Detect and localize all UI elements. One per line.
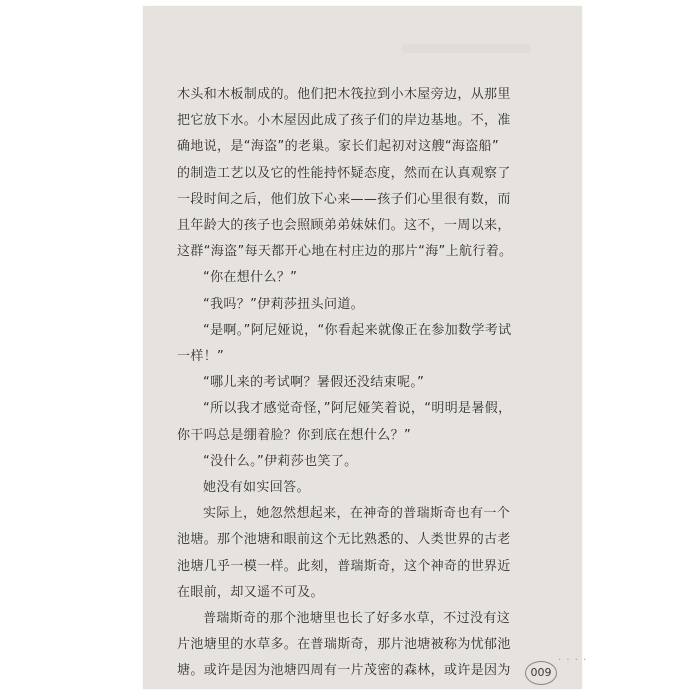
text-line: “哪儿来的考试啊？暑假还没结束呢。”: [203, 375, 425, 391]
text-line: 你干吗总是绷着脸？你到底在想什么？”: [177, 427, 412, 443]
text-line: 她没有如实回答。: [203, 480, 310, 496]
text-line: 的制造工艺以及它的性能持怀疑态度，然而在认真观察了: [177, 165, 511, 181]
text-line: 一段时间之后，他们放下心来——孩子们心里很有数，而: [177, 191, 511, 207]
text-line: 这群“海盗”每天都开心地在村庄边的那片“海”上航行着。: [177, 244, 513, 260]
text-line: 确地说，是“海盗”的老巢。家长们起初对这艘“海盗船”: [177, 139, 500, 155]
text-line: 把它放下水。小木屋因此成了孩子们的岸边基地。不，准: [177, 113, 511, 129]
text-line: 实际上，她忽然想起来，在神奇的普瑞斯奇也有一个: [203, 506, 511, 522]
text-line: 在眼前，却又遥不可及。: [177, 584, 324, 600]
page-number: 009: [525, 661, 557, 685]
text-line: 且年龄大的孩子也会照顾弟弟妹妹们。这不，一周以来，: [177, 218, 511, 234]
text-line: 木头和木板制成的。他们把木筏拉到小木屋旁边，从那里: [177, 87, 511, 102]
text-line: 池塘。那个池塘和眼前这个无比熟悉的、人类世界的古老: [177, 532, 511, 548]
text-line: 普瑞斯奇的那个池塘里也长了好多水草，不过没有这: [203, 611, 511, 627]
text-line: 塘。或许是因为池塘四周有一片茂密的森林，或许是因为: [177, 663, 511, 679]
text-line: 池塘几乎一模一样。此刻，普瑞斯奇，这个神奇的世界近: [177, 558, 511, 574]
header-decoration: [401, 44, 531, 53]
text-line: “我吗？”伊莉莎扭头问道。: [203, 296, 365, 312]
text-line: 片池塘里的水草多。在普瑞斯奇，那片池塘被称为忧郁池: [177, 637, 511, 653]
text-line: 一样！”: [177, 349, 225, 365]
text-line: “你在想什么？”: [203, 270, 298, 286]
text-line: “所以我才感觉奇怪，”阿尼娅笑着说，“明明是暑假，: [203, 401, 512, 417]
text-line: “没什么。”伊莉莎也笑了。: [203, 453, 358, 469]
text-line: “是啊。”阿尼娅说，“你看起来就像正在参加数学考试: [203, 322, 512, 338]
body-text: [177, 82, 527, 685]
page-number-flourish: · · · ·: [558, 655, 588, 666]
